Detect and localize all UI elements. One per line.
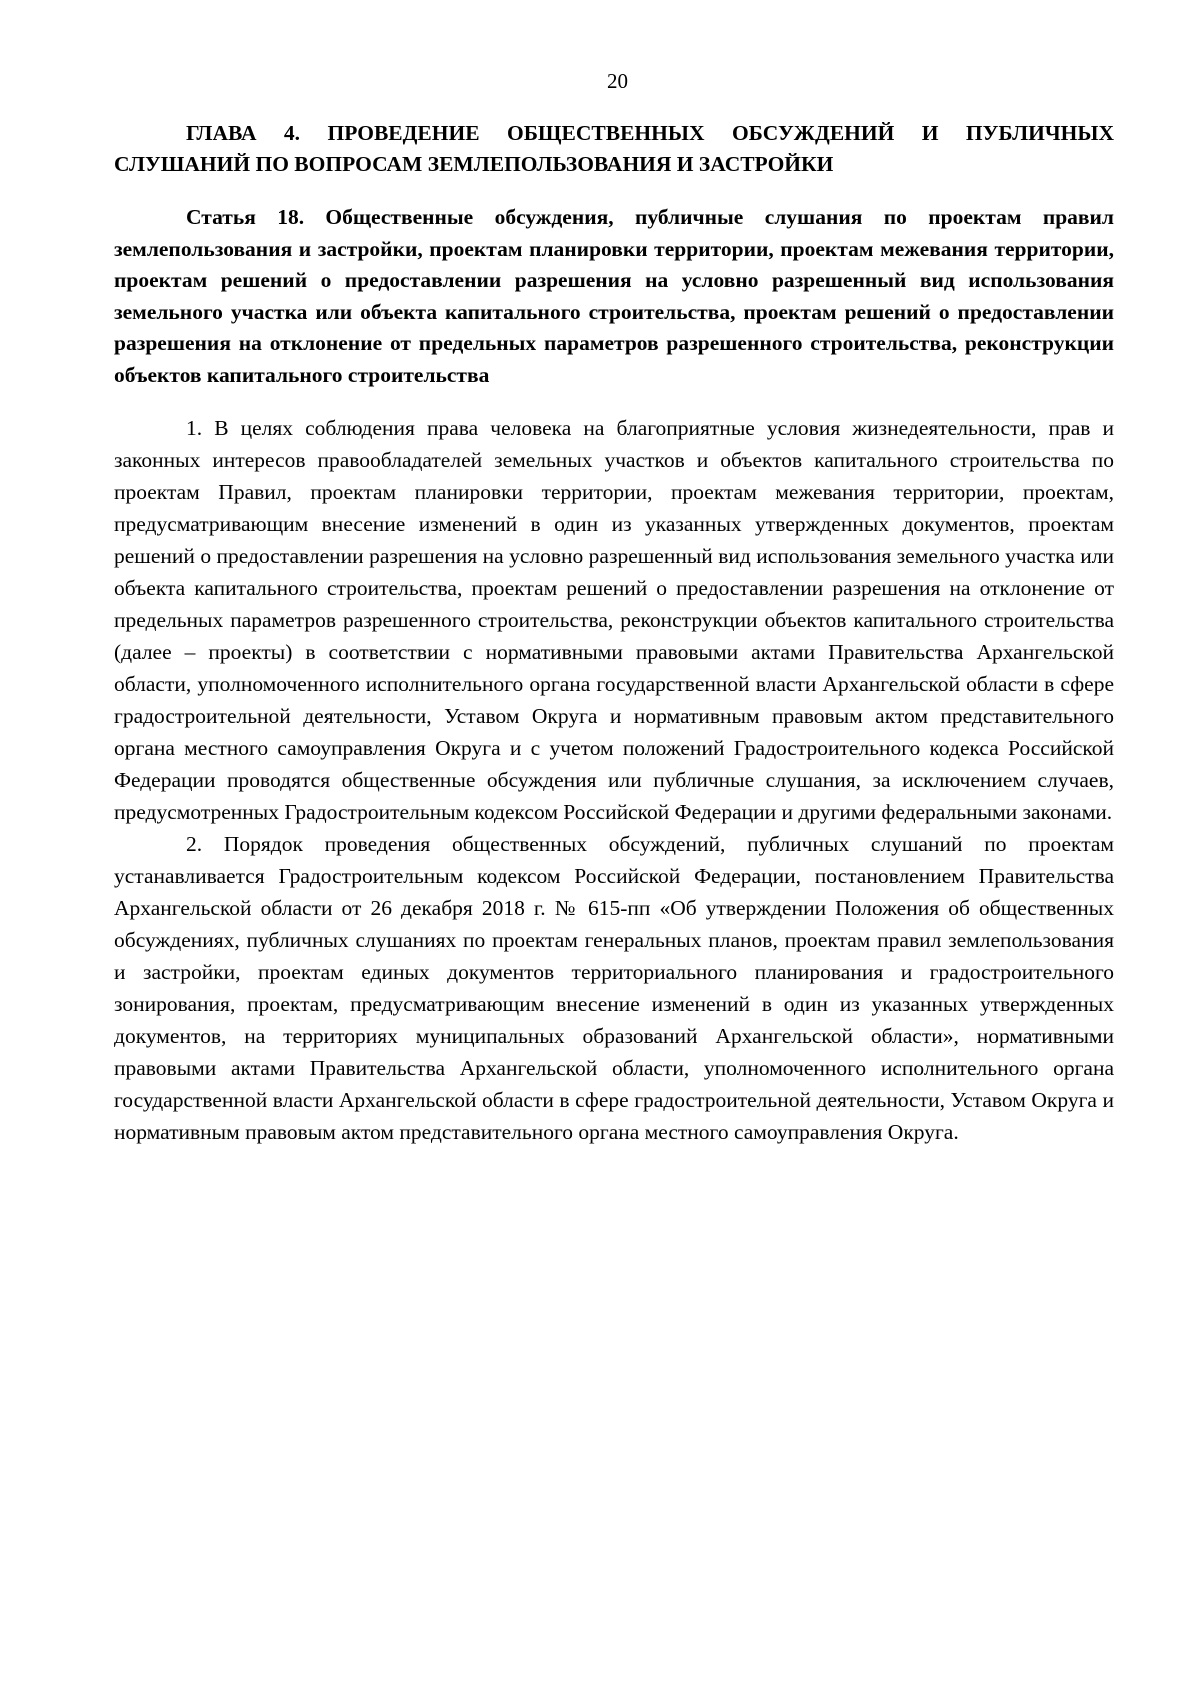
chapter-title: ГЛАВА 4. ПРОВЕДЕНИЕ ОБЩЕСТВЕННЫХ ОБСУЖДЕНИЙ И ПУБЛИЧНЫХ СЛУШАНИЙ ПО ВОПРОСАМ ЗЕМЛЕПОЛЬЗОВАНИЯ И ЗАСТРОЙКИ xyxy=(114,121,1114,176)
document-body xyxy=(114,118,1114,1148)
page-number: 20 xyxy=(607,69,628,93)
paragraph: 1. В целях соблюдения права человека на благоприятные условия жизнедеятельности, прав и законных интересов правообладателей земельных участков и объектов капитального строительства по проектам Правил, проектам планировки территории, проектам межевания территории, проектам, предусматривающим внесение изменений в один из указанных утвержденных документов, проектам решений о предоставлении разрешения на условно разрешенный вид использования земельного участка или объекта капитального строительства, проектам решений о предоставлении разрешения на отклонение от предельных параметров разрешенного строительства, реконструкции объектов капитального строительства (далее – проекты) в соответствии с нормативными правовыми актами Правительства Архангельской области, уполномоченного исполнительного органа государственной власти Архангельской области в сфере градостроительной деятельности, Уставом Округа и нормативным правовым актом представительного органа местного самоуправления Округа и с учетом положений Градостроительного кодекса Российской Федерации проводятся общественные обсуждения или публичные слушания, за исключением случаев, предусмотренных Градостроительным кодексом Российской Федерации и другими федеральными законами. xyxy=(114,416,1114,824)
paragraph: 2. Порядок проведения общественных обсуждений, публичных слушаний по проектам устанавливается Градостроительным кодексом Российской Федерации, постановлением Правительства Архангельской области от 26 декабря 2018 г. № 615-пп «Об утверждении Положения об общественных обсуждениях, публичных слушаниях по проектам генеральных планов, проектам правил землепользования и застройки, проектам единых документов территориального планирования и градостроительного зонирования, проектам, предусматривающим внесение изменений в один из указанных утвержденных документов, на территориях муниципальных образований Архангельской области», нормативными правовыми актами Правительства Архангельской области, уполномоченного исполнительного органа государственной власти Архангельской области в сфере градостроительной деятельности, Уставом Округа и нормативным правовым актом представительного органа местного самоуправления Округа. xyxy=(114,832,1114,1144)
article-title: Статья 18. Общественные обсуждения, публичные слушания по проектам правил землепользования и застройки, проектам планировки территории, проектам межевания территории, проектам решений о предоставлении разрешения на условно разрешенный вид использования земельного участка или объекта капитального строительства, проектам решений о предоставлении разрешения на отклонение от предельных параметров разрешенного строительства, реконструкции объектов капитального строительства xyxy=(114,205,1114,387)
